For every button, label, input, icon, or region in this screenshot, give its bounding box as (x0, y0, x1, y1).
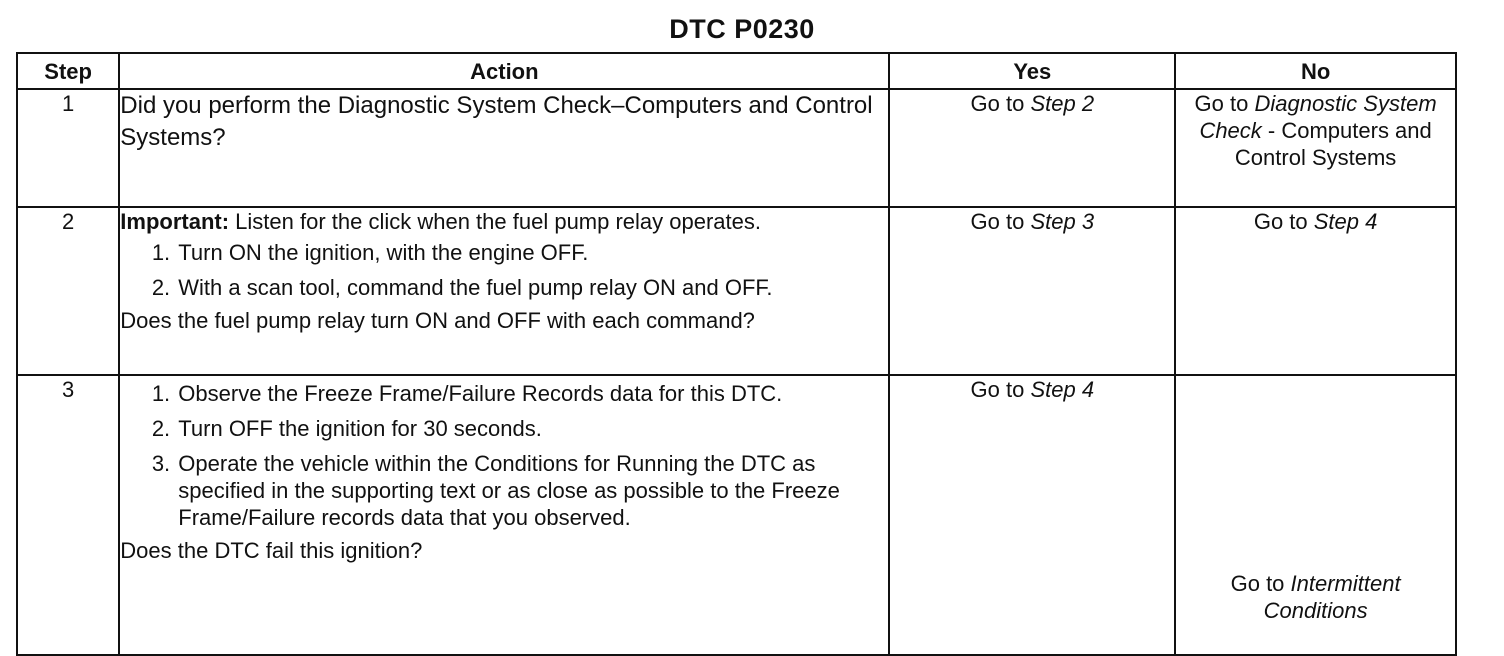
step-number: 3 (17, 375, 119, 655)
list-item: 1. Observe the Freeze Frame/Failure Records data for this DTC. (176, 380, 888, 407)
yes-cell (889, 89, 1175, 207)
header-row (17, 53, 1456, 89)
list-item: 3. Operate the vehicle within the Conditions for Running the DTC as specified in the supporting text or as close as possible to the Freeze Frame/Failure records data that you observed. (176, 450, 888, 531)
no-prefix: Go to (1194, 91, 1255, 116)
diagnostic-table (16, 52, 1457, 656)
important-text: Listen for the click when the fuel pump relay operates. (229, 209, 761, 234)
yes-cell (889, 207, 1175, 375)
header-yes: Yes (889, 53, 1175, 89)
header-action: Action (119, 53, 889, 89)
action-cell (119, 89, 889, 207)
no-prefix: Go to (1253, 209, 1314, 234)
action-question: Does the fuel pump relay turn ON and OFF with each command? (120, 308, 755, 333)
yes-link[interactable]: Step 4 (1030, 377, 1095, 402)
no-link[interactable]: Step 4 (1313, 209, 1378, 234)
action-cell (119, 207, 889, 375)
yes-prefix: Go to (970, 91, 1031, 116)
table-row (17, 375, 1456, 655)
no-cell (1175, 89, 1456, 207)
no-cell (1175, 375, 1456, 655)
table-row (17, 207, 1456, 375)
important-label: Important: (120, 209, 230, 234)
no-link[interactable]: Intermittent Conditions (1263, 571, 1401, 623)
action-steps (120, 380, 888, 531)
page-title: DTC P0230 (669, 14, 815, 44)
step-number: 2 (17, 207, 119, 375)
no-link[interactable]: Diagnostic System Check (1199, 91, 1437, 143)
list-item: 2. Turn OFF the ignition for 30 seconds. (176, 415, 888, 442)
list-item: 1. Turn ON the ignition, with the engine OFF. (176, 239, 888, 266)
step-number: 1 (17, 89, 119, 207)
yes-prefix: Go to (970, 377, 1031, 402)
action-cell (119, 375, 889, 655)
yes-link[interactable]: Step 2 (1030, 91, 1095, 116)
list-item: 2. With a scan tool, command the fuel pump relay ON and OFF. (176, 274, 888, 301)
header-step: Step (17, 53, 119, 89)
yes-prefix: Go to (970, 209, 1031, 234)
action-question: Did you perform the Diagnostic System Check–Computers and Control Systems? (120, 92, 873, 151)
no-cell (1175, 207, 1456, 375)
table-row (17, 89, 1456, 207)
header-no: No (1175, 53, 1456, 89)
yes-cell (889, 375, 1175, 655)
yes-link[interactable]: Step 3 (1030, 209, 1095, 234)
no-prefix: Go to (1230, 571, 1291, 596)
action-steps (120, 239, 888, 301)
important-note (120, 208, 888, 235)
no-suffix: - Computers and Control Systems (1234, 118, 1432, 170)
action-question: Does the DTC fail this ignition? (120, 538, 423, 563)
